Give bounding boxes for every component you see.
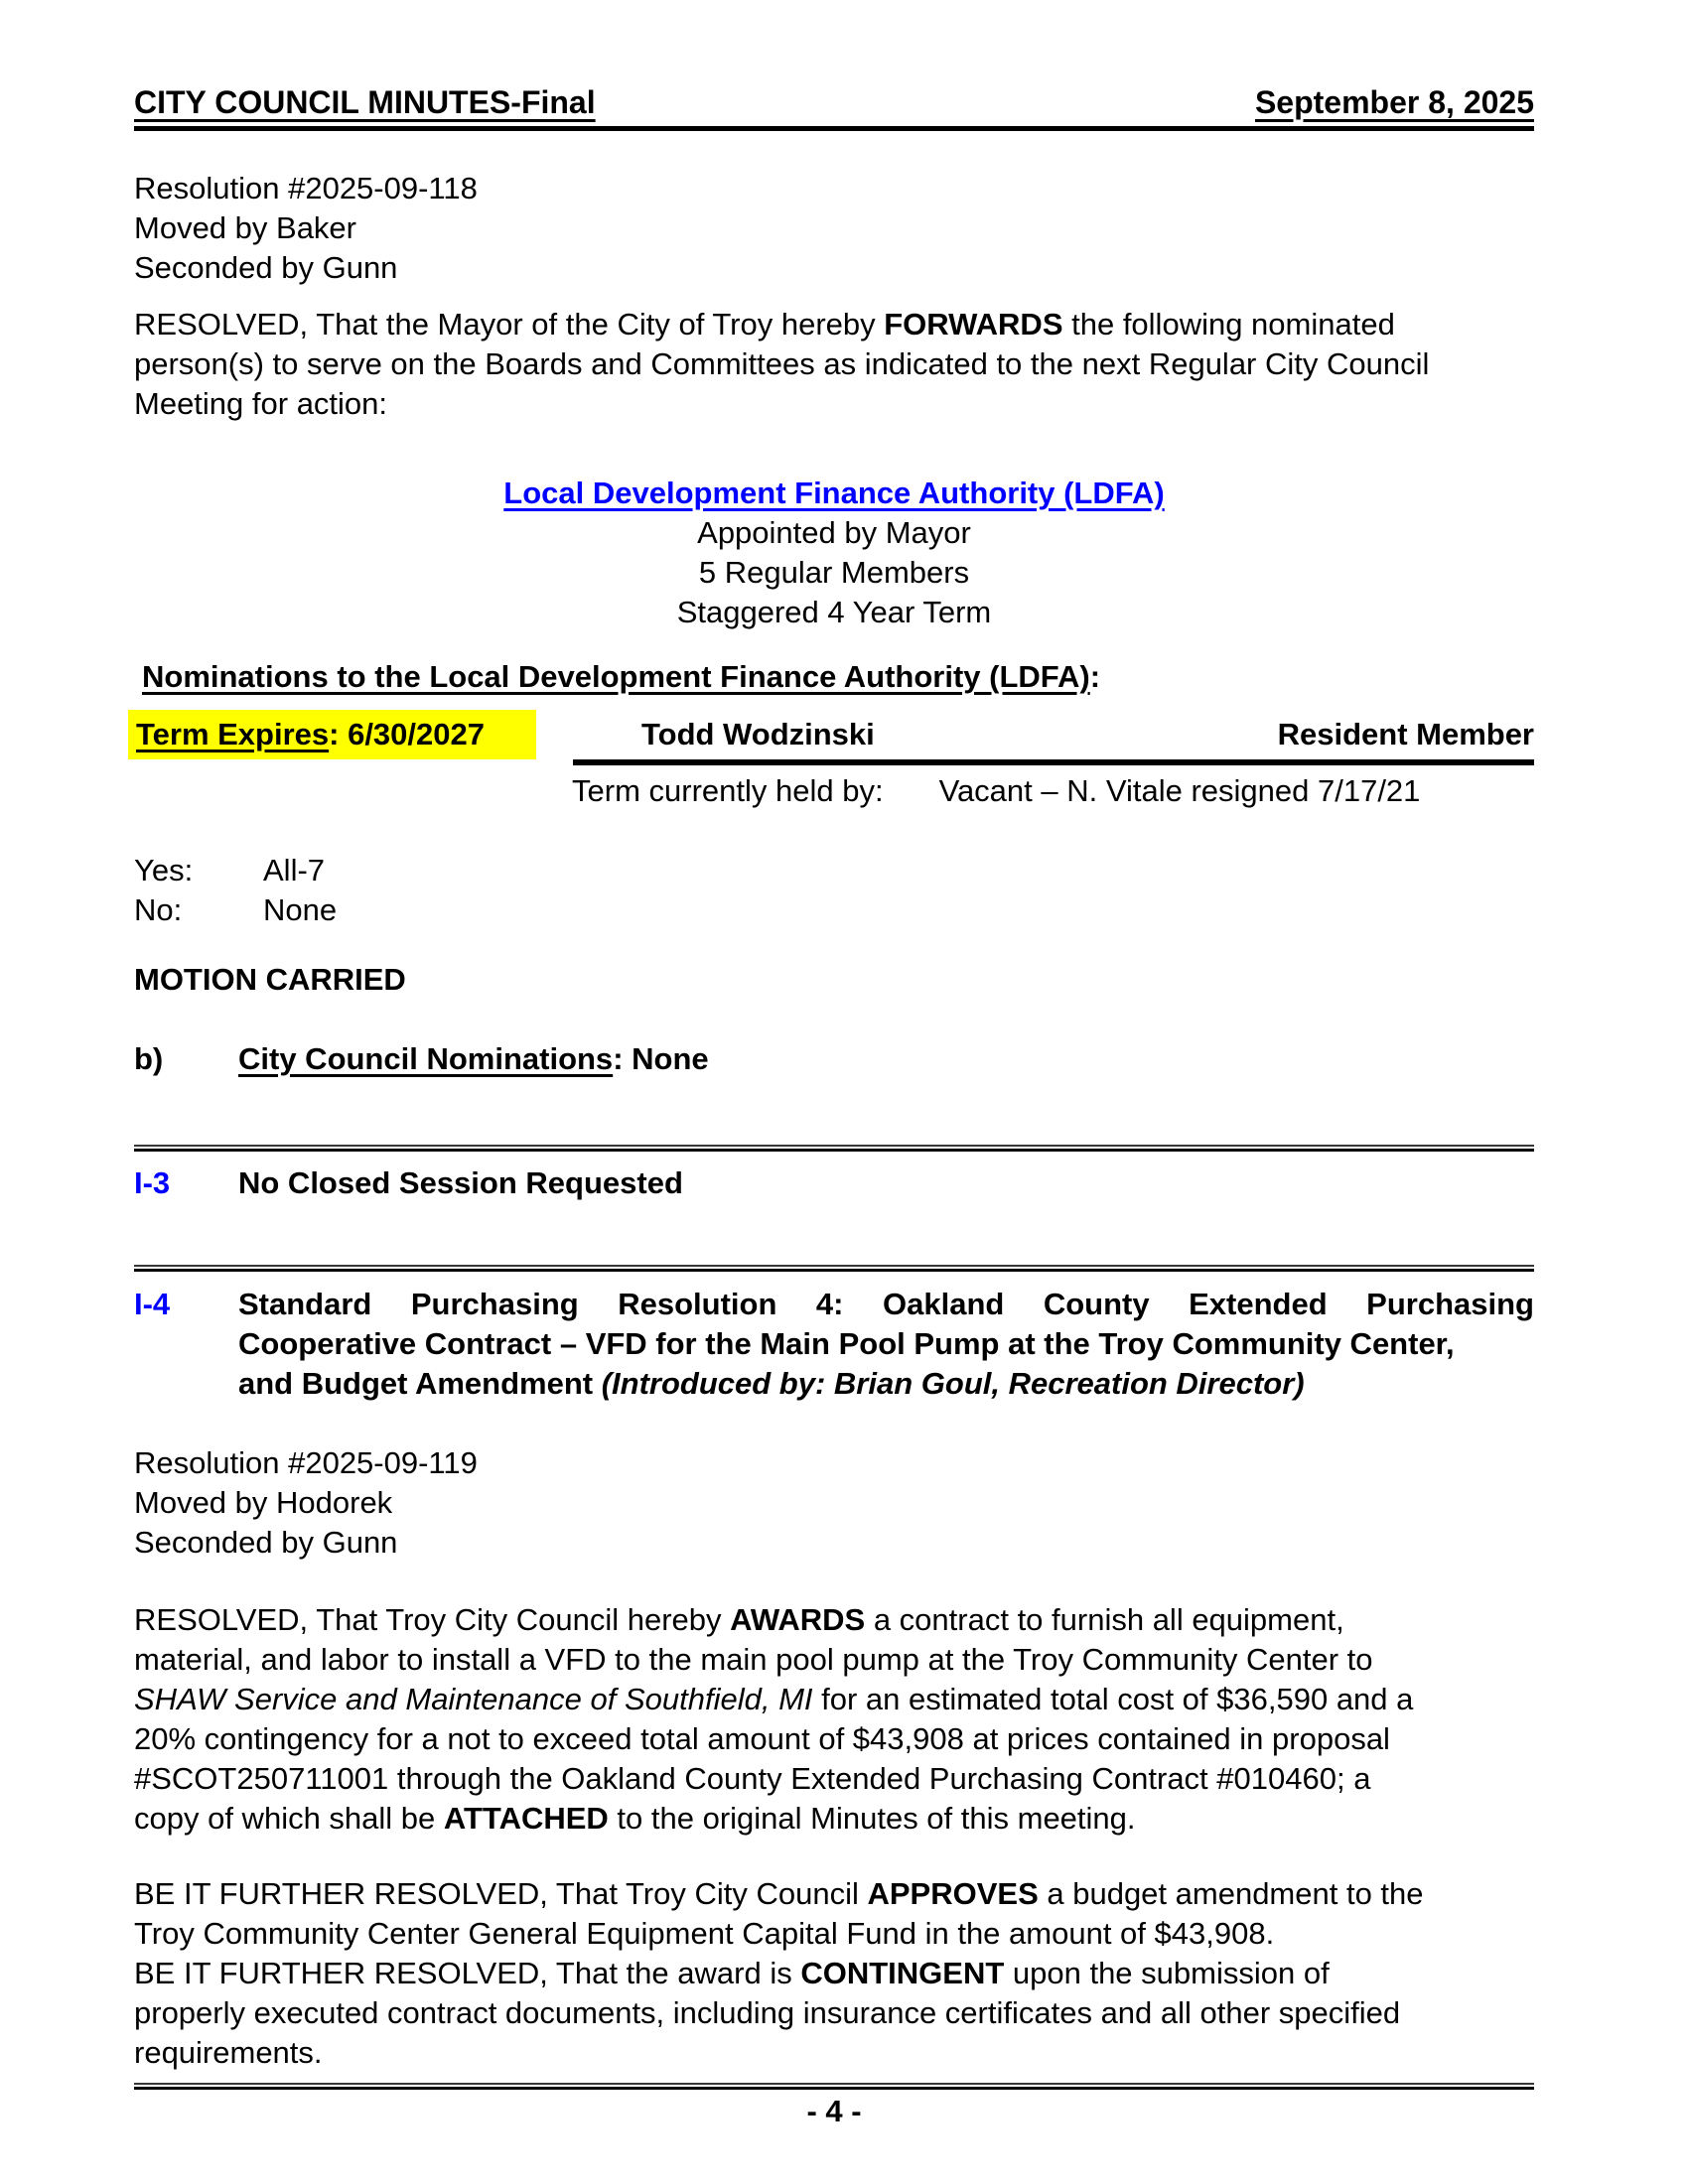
text-segment: for an estimated total cost of $36,590 and a xyxy=(812,1682,1414,1716)
term-held-label: Term currently held by: xyxy=(572,773,884,808)
nominee-name: Todd Wodzinski xyxy=(641,717,875,751)
section-rule xyxy=(134,1145,1534,1152)
text-segment: BE IT FURTHER RESOLVED, That the award is xyxy=(134,1956,801,1990)
resolution-number: Resolution #2025-09-119 xyxy=(134,1445,478,1480)
paragraph-line: person(s) to serve on the Boards and Committees as indicated to the next Regular City Council xyxy=(134,346,1430,381)
resolution-number: Resolution #2025-09-118 xyxy=(134,171,478,205)
paragraph-line: properly executed contract documents, including insurance certificates and all other specified xyxy=(134,1995,1401,2030)
resolution-119-block xyxy=(134,1443,1534,1563)
further-resolved-paragraph xyxy=(134,1874,1534,2073)
nominations-heading-colon: : xyxy=(1089,659,1101,694)
term-held-value: Vacant – N. Vitale resigned 7/17/21 xyxy=(938,773,1421,808)
text-segment: the following nominated xyxy=(1062,307,1395,341)
bold-text: ATTACHED xyxy=(443,1801,609,1836)
ldfa-info-block xyxy=(134,474,1534,632)
ldfa-link[interactable]: Local Development Finance Authority (LDFA) xyxy=(503,476,1165,510)
paragraph-line: Troy Community Center General Equipment Capital Fund in the amount of $43,908. xyxy=(134,1916,1275,1951)
page-number: - 4 - xyxy=(806,2094,862,2128)
paragraph-line: #SCOT250711001 through the Oakland County Extended Purchasing Contract #010460; a xyxy=(134,1761,1371,1796)
item-i3-title: No Closed Session Requested xyxy=(238,1165,683,1200)
page-footer xyxy=(134,2083,1534,2131)
seconded-by: Seconded by Gunn xyxy=(134,1525,398,1560)
item-i4-title-line3 xyxy=(238,1364,1534,1404)
footer-rule xyxy=(134,2083,1534,2090)
ldfa-link-line xyxy=(134,474,1534,513)
nominations-heading-text: Nominations to the Local Development Finance Authority (LDFA) xyxy=(142,659,1090,694)
bold-text: APPROVES xyxy=(867,1876,1039,1911)
paragraph-line xyxy=(134,305,1534,344)
vote-no-row xyxy=(134,890,1534,930)
vote-yes-row xyxy=(134,851,1534,890)
text-segment: to the original Minutes of this meeting. xyxy=(608,1801,1136,1836)
vote-tally xyxy=(134,851,1534,930)
bold-text: AWARDS xyxy=(730,1602,866,1637)
paragraph-line xyxy=(134,1600,1534,1640)
item-b-row xyxy=(134,1039,1534,1079)
term-expires-date: : 6/30/2027 xyxy=(329,717,485,751)
paragraph-line xyxy=(134,1954,1534,1993)
section-rule xyxy=(134,1265,1534,1272)
item-b-title: City Council Nominations xyxy=(238,1041,614,1076)
moved-by: Moved by Baker xyxy=(134,210,356,245)
bold-text: and Budget Amendment xyxy=(238,1366,602,1401)
text-segment: a contract to furnish all equipment, xyxy=(865,1602,1344,1637)
document-header xyxy=(134,84,1534,131)
term-expires-label: Term Expires xyxy=(136,717,330,751)
item-b-suffix: : None xyxy=(613,1041,709,1076)
nomination-table-row xyxy=(134,710,1534,759)
resolved-awards-paragraph xyxy=(134,1600,1534,1839)
item-i4-title-line2: Cooperative Contract – VFD for the Main Pool Pump at the Troy Community Center, xyxy=(238,1326,1455,1361)
resolution-118-block xyxy=(134,169,1534,288)
item-b-label: b) xyxy=(134,1041,164,1076)
vote-no-value: None xyxy=(263,892,338,927)
term-expires-highlight xyxy=(128,710,536,759)
term-held-row xyxy=(134,771,1534,811)
item-i3-row xyxy=(134,1163,1534,1203)
nominations-heading xyxy=(134,657,1534,697)
document-date: September 8, 2025 xyxy=(1254,84,1534,120)
paragraph-line: Meeting for action: xyxy=(134,386,388,421)
bold-text: FORWARDS xyxy=(884,307,1063,341)
motion-carried-status: MOTION CARRIED xyxy=(134,962,406,997)
moved-by: Moved by Hodorek xyxy=(134,1485,393,1520)
document-title: CITY COUNCIL MINUTES-Final xyxy=(134,84,596,120)
text-segment: upon the submission of xyxy=(1004,1956,1330,1990)
table-rule xyxy=(573,759,1534,765)
item-i4-title-line1: Standard Purchasing Resolution 4: Oakland County Extended Purchasing xyxy=(238,1287,1534,1321)
vote-yes-label: Yes: xyxy=(134,853,194,887)
vote-yes-value: All-7 xyxy=(263,853,326,887)
italic-text: SHAW Service and Maintenance of Southfield, MI xyxy=(134,1682,813,1716)
appointed-by-line: Appointed by Mayor xyxy=(697,515,971,550)
italic-text: (Introduced by: Brian Goul, Recreation Director) xyxy=(601,1366,1305,1401)
text-segment: RESOLVED, That the Mayor of the City of Troy hereby xyxy=(134,307,885,341)
item-i4-block xyxy=(134,1285,1534,1404)
paragraph-line: 20% contingency for a not to exceed total amount of $43,908 at prices contained in proposal xyxy=(134,1721,1390,1756)
text-segment: copy of which shall be xyxy=(134,1801,444,1836)
text-segment: a budget amendment to the xyxy=(1038,1876,1424,1911)
paragraph-line xyxy=(134,1680,1534,1719)
paragraph-line: material, and labor to install a VFD to the main pool pump at the Troy Community Center to xyxy=(134,1642,1373,1677)
bold-text: CONTINGENT xyxy=(800,1956,1005,1990)
resolved-forwards-paragraph xyxy=(134,305,1534,424)
text-segment: RESOLVED, That Troy City Council hereby xyxy=(134,1602,731,1637)
members-line: 5 Regular Members xyxy=(698,555,970,590)
text-segment: BE IT FURTHER RESOLVED, That Troy City Council xyxy=(134,1876,868,1911)
paragraph-line xyxy=(134,1874,1534,1914)
paragraph-line: requirements. xyxy=(134,2035,323,2070)
term-line: Staggered 4 Year Term xyxy=(676,595,992,629)
vote-no-label: No: xyxy=(134,892,183,927)
item-i3-label[interactable]: I-3 xyxy=(134,1165,171,1200)
item-i4-label[interactable]: I-4 xyxy=(134,1287,171,1321)
paragraph-line xyxy=(134,1799,1534,1839)
member-role: Resident Member xyxy=(1277,717,1534,751)
seconded-by: Seconded by Gunn xyxy=(134,250,398,285)
